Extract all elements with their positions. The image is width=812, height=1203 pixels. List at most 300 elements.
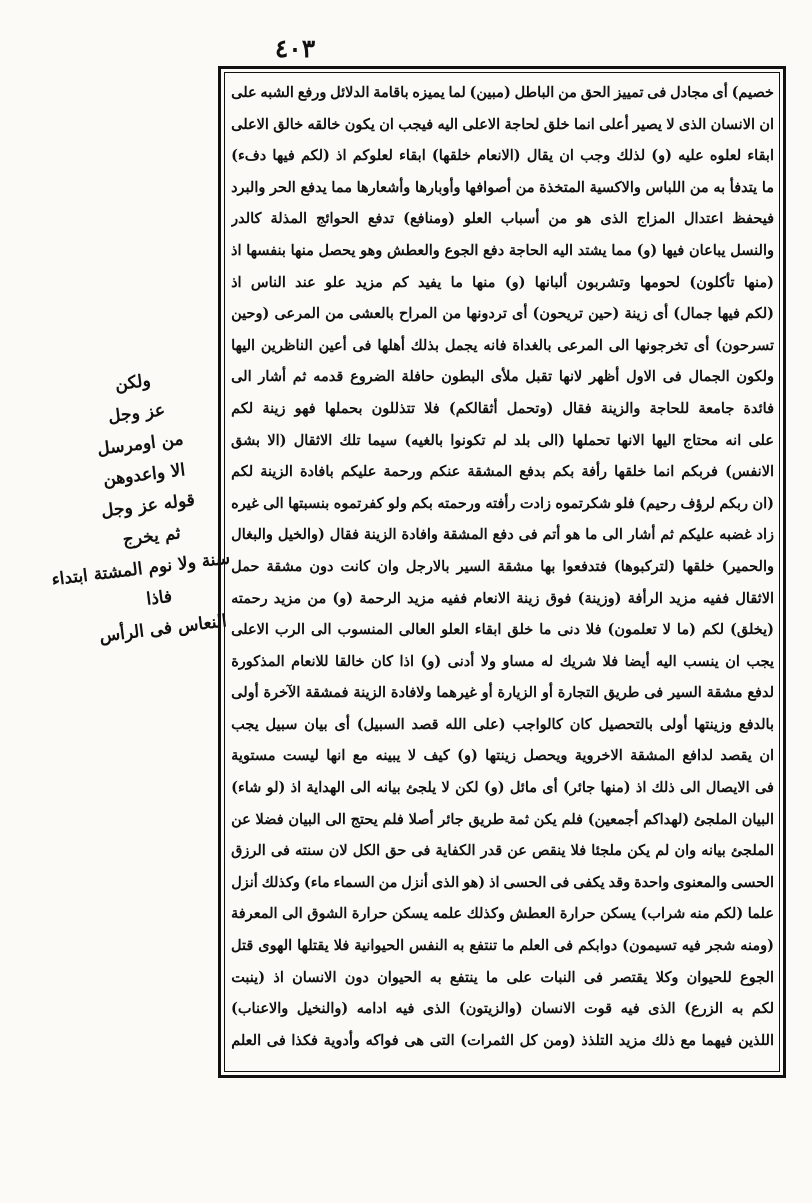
word: به	[452, 937, 465, 955]
word: الملجئ	[693, 810, 738, 828]
word: ما	[486, 968, 499, 986]
word: غضبه	[719, 526, 752, 544]
word: المشقة	[442, 526, 488, 544]
word: اذ	[231, 273, 242, 291]
text-line	[231, 709, 774, 741]
word: هو	[565, 526, 581, 544]
word: وزينتها	[694, 715, 733, 733]
word: له	[541, 652, 554, 670]
word: محتاج	[682, 431, 719, 449]
word: تنتفع	[469, 937, 498, 955]
word: ليست	[282, 747, 319, 765]
word: مزيد	[355, 273, 383, 291]
word: لكم	[701, 621, 725, 639]
word: كانت	[340, 557, 371, 575]
word: ينتفع	[449, 968, 478, 986]
word: الاثقال	[735, 589, 774, 607]
word: اذ	[336, 147, 347, 165]
text-line	[231, 519, 774, 551]
word: المنسوب	[337, 621, 393, 639]
word: فى	[662, 368, 682, 386]
text-line	[231, 930, 774, 962]
word: المشقة	[467, 463, 513, 481]
word: ثم	[660, 526, 674, 544]
margin-note-line: من اومرسل	[96, 429, 185, 460]
word: والبرد	[231, 178, 266, 196]
word: الانعام	[473, 589, 511, 607]
word: الى	[263, 494, 284, 512]
word: الله	[445, 715, 467, 733]
word: فيه	[395, 1000, 415, 1018]
word: مع	[352, 747, 369, 765]
word: كل	[519, 1031, 538, 1049]
word: خلق	[507, 621, 534, 639]
word: زينة	[624, 305, 648, 323]
word: البيان	[288, 810, 321, 828]
word: (وزينة)	[577, 589, 622, 607]
word: اللذين	[738, 1031, 774, 1049]
word: عليه	[678, 147, 704, 165]
word: ما	[585, 526, 598, 544]
word: السماء	[333, 873, 375, 891]
word: يصير	[633, 115, 663, 133]
word: (و)	[651, 147, 673, 165]
word: المرعى	[557, 336, 603, 354]
word: ولكون	[736, 368, 774, 386]
word: الانسان	[710, 115, 755, 133]
word: المشقة	[630, 747, 675, 765]
word: بالعشى	[349, 305, 394, 323]
word: يكن	[627, 842, 651, 860]
margin-note-line: سنة ولا نوم المشتة ابتداء	[50, 548, 232, 591]
word: انما	[653, 463, 675, 481]
word: من	[442, 305, 462, 323]
word: يقصد	[720, 747, 752, 765]
word: العلم	[231, 1031, 262, 1049]
word: (منها	[743, 273, 774, 291]
word: لرؤف	[680, 494, 715, 512]
text-line	[231, 172, 774, 204]
word: الكل	[352, 842, 381, 860]
word: فيه	[681, 937, 701, 955]
word: فتدفعوا	[562, 557, 607, 575]
word: الى	[680, 779, 701, 797]
word: خلقها)	[431, 147, 471, 165]
word: ذلك	[651, 1031, 675, 1049]
word: فيها	[661, 241, 685, 259]
word: لكم	[231, 463, 254, 481]
word: أنزل	[401, 873, 428, 891]
word: بها	[540, 557, 556, 575]
word: يكن	[533, 810, 557, 828]
word: الذى	[600, 210, 628, 228]
word: به	[429, 968, 442, 986]
word: رحيم)	[639, 494, 677, 512]
word: بلد	[513, 431, 531, 449]
word: فوق	[545, 589, 572, 607]
word: لذلك	[616, 147, 646, 165]
word: يسكن	[599, 905, 636, 923]
word: والاعناب)	[231, 1000, 289, 1018]
word: بالتحصيل	[598, 715, 654, 733]
word: بالغداة	[512, 336, 552, 354]
text-line	[231, 488, 774, 520]
word: (وحين	[231, 305, 270, 323]
word: يكون	[344, 115, 375, 133]
word: منها	[290, 241, 314, 259]
word: لا	[666, 115, 675, 133]
word: العطش	[509, 905, 556, 923]
word: الى	[608, 336, 630, 354]
word: الزينة	[260, 463, 293, 481]
word: بالارجل	[405, 557, 450, 575]
word: (و)	[332, 589, 354, 607]
text-line	[231, 993, 774, 1025]
word: ففيه	[702, 589, 730, 607]
word: اذ	[489, 873, 500, 891]
word: فيه	[620, 1000, 640, 1018]
word: كيف	[423, 747, 450, 765]
word: عند	[295, 273, 316, 291]
word: مشقة	[497, 557, 534, 575]
word: طريق	[603, 684, 640, 702]
text-line	[231, 804, 774, 836]
word: تريحون)	[532, 305, 583, 323]
word: ورحمته	[437, 494, 481, 512]
word: تأكلون)	[689, 273, 735, 291]
word: وقد	[608, 873, 631, 891]
word: بيانه	[376, 779, 401, 797]
word: الدلائل	[330, 84, 370, 101]
word: من	[689, 178, 709, 196]
word: الى	[310, 621, 332, 639]
word: فلا	[585, 621, 602, 639]
word: (يخلق)	[729, 621, 774, 639]
word: قصد	[411, 715, 439, 733]
word: تكونوا	[450, 431, 486, 449]
word: أثقالكم)	[448, 399, 498, 417]
word: لحومها	[639, 273, 681, 291]
word: ملأى	[490, 368, 519, 386]
margin-note-line: فاذا	[145, 586, 174, 610]
word: من	[548, 210, 568, 228]
word: زينة	[516, 589, 540, 607]
word: (ينبت	[231, 968, 266, 986]
word: شريك	[559, 652, 597, 670]
word: لانها	[558, 368, 583, 386]
word: ربكم	[719, 494, 749, 512]
word: خالقا	[335, 652, 365, 670]
text-line	[231, 867, 774, 899]
word: دون	[344, 968, 369, 986]
word: ان	[725, 652, 740, 670]
word: واحدة	[634, 873, 670, 891]
word: بكم	[552, 463, 575, 481]
word: ماء)	[303, 873, 330, 891]
word: (الى	[537, 431, 566, 449]
word: اليه	[552, 241, 574, 259]
word: الجمال	[688, 368, 730, 386]
word: والحمير)	[721, 557, 774, 575]
word: ورحمة	[383, 463, 423, 481]
text-line	[231, 614, 774, 646]
word: زينتها	[485, 747, 517, 765]
word: تلك	[339, 431, 361, 449]
main-text	[231, 77, 774, 1067]
word: ان	[759, 115, 774, 133]
word: الضروع	[350, 368, 395, 386]
word: ما	[450, 273, 463, 291]
word: (لو	[266, 779, 286, 797]
word: وأشعارها	[356, 178, 411, 196]
word: لعلوه	[709, 147, 742, 165]
word: علما	[747, 905, 774, 923]
margin-note-line: قوله عز وجل	[99, 490, 196, 522]
word: فمشقة	[305, 684, 349, 702]
word: لان	[328, 842, 348, 860]
word: مجادل	[670, 84, 709, 101]
word: فى	[754, 779, 774, 797]
word: يقال	[526, 147, 554, 165]
word: يحصل	[318, 241, 356, 259]
margin-note-line: الا واعدوهن	[102, 460, 187, 491]
word: أى	[652, 305, 669, 323]
word: أيضا	[624, 652, 650, 670]
word: أتم	[542, 526, 561, 544]
word: الرحمة	[359, 589, 401, 607]
word: غيرهما	[436, 684, 477, 702]
word: فى	[411, 842, 431, 860]
word: ابقاء	[747, 147, 774, 165]
word: وأدوية	[323, 1031, 360, 1049]
word: لم	[655, 842, 670, 860]
word: مستوية	[231, 747, 276, 765]
word: السبيل)	[356, 715, 405, 733]
word: يجب	[746, 652, 774, 670]
word: يدفع	[300, 178, 327, 196]
word: اذ	[273, 968, 284, 986]
word: يحتج	[350, 810, 378, 828]
word: تسيمون)	[622, 937, 677, 955]
word: الزينة	[353, 684, 387, 702]
word: المذلة	[270, 210, 308, 228]
word: جامعة	[698, 399, 735, 417]
word: يباعان	[689, 241, 726, 259]
word: (والنخيل	[296, 1000, 349, 1018]
word: الاعلى	[462, 115, 501, 133]
word: فيحفظ	[732, 210, 774, 228]
word: جائر)	[562, 779, 596, 797]
word: زادت	[519, 494, 551, 512]
word: الناظرين	[260, 336, 313, 354]
word: العلم	[519, 937, 550, 955]
text-line	[231, 425, 774, 457]
word: الى	[325, 810, 346, 828]
word: اليها	[231, 336, 256, 354]
word: ملجئا	[591, 842, 623, 860]
word: فى	[554, 937, 574, 955]
word: (منها	[600, 779, 631, 797]
word: اليه	[437, 115, 459, 133]
word: تخرجونها	[635, 336, 689, 354]
word: أشار	[258, 368, 287, 386]
word: (لتركبوها)	[613, 557, 676, 575]
word: ان	[759, 747, 774, 765]
word: بيانه	[701, 842, 726, 860]
word: الحسى	[503, 873, 547, 891]
word: عنكم	[429, 463, 461, 481]
word: جمال)	[673, 305, 713, 323]
word: فقال	[329, 526, 360, 544]
word: أى	[693, 336, 710, 354]
word: البيان	[741, 810, 774, 828]
word: فلم	[561, 810, 583, 828]
word: يتدفأ	[729, 178, 758, 196]
text-line	[231, 551, 774, 583]
word: ينسب	[683, 652, 719, 670]
word: فلا	[424, 399, 440, 417]
word: حمل	[231, 557, 260, 575]
word: فكذا	[291, 1031, 318, 1049]
word: قوت	[583, 1000, 613, 1018]
word: فلا	[602, 652, 619, 670]
word: ولو	[387, 494, 407, 512]
word: مساو	[502, 652, 535, 670]
word: ما	[761, 178, 774, 196]
word: لحاجة	[504, 115, 540, 133]
word: مع	[680, 1031, 697, 1049]
word: الزيارة	[497, 684, 537, 702]
word: البطون	[441, 368, 485, 386]
word: طريق	[468, 810, 505, 828]
word: (و)	[420, 652, 442, 670]
word: والبغال	[231, 526, 273, 544]
word: كالدر	[231, 210, 262, 228]
word: فلا	[570, 842, 587, 860]
word: شراب)	[640, 905, 686, 923]
word: الانسان	[292, 968, 337, 986]
word: قدر	[480, 842, 503, 860]
word: التى	[429, 1031, 455, 1049]
word: لدافع	[682, 747, 714, 765]
word: والزينة	[600, 399, 641, 417]
word: لا	[407, 747, 417, 765]
word: لكم	[231, 399, 254, 417]
word: غيره	[231, 494, 259, 512]
word: ففيه	[440, 589, 468, 607]
word: تردونها	[466, 305, 507, 323]
word: (ان	[752, 494, 774, 512]
word: الكفاية	[435, 842, 476, 860]
word: فانه	[483, 336, 507, 354]
word: يلجئ	[405, 779, 437, 797]
word: فلا	[333, 937, 350, 955]
word: الاعلى	[231, 621, 269, 639]
word: والمعنوى	[673, 873, 728, 891]
text-line	[231, 962, 774, 994]
word: وان	[377, 557, 399, 575]
word: أولى	[659, 715, 688, 733]
word: العلو	[464, 210, 492, 228]
word: من	[515, 178, 535, 196]
word: أسباب	[500, 210, 540, 228]
text-line	[231, 835, 774, 867]
word: انها	[326, 747, 346, 765]
word: فيجب	[398, 115, 434, 133]
text-line	[231, 267, 774, 299]
word: أدنى	[447, 652, 475, 670]
word: فيهما	[701, 1031, 733, 1049]
word: كالواجب	[512, 715, 563, 733]
word: أجمعين)	[587, 810, 639, 828]
word: حرارة	[559, 905, 596, 923]
word: وافادة	[401, 526, 438, 544]
word: السير	[668, 684, 702, 702]
text-line	[231, 140, 774, 172]
word: (مبين)	[469, 84, 511, 101]
word: زاد	[756, 526, 774, 544]
word: الناس	[250, 273, 286, 291]
word: بكم	[411, 494, 433, 512]
word: قتل	[231, 937, 254, 955]
margin-note-line: عز وجل	[107, 400, 167, 428]
word: وكذلك	[466, 905, 505, 923]
word: للحيوان	[686, 968, 732, 986]
word: رأفة	[581, 463, 608, 481]
word: مزيد	[407, 589, 435, 607]
word: لكن	[455, 779, 479, 797]
text-line	[231, 1025, 774, 1057]
word: الى	[602, 526, 623, 544]
word: ما	[502, 937, 515, 955]
word: (لكم	[745, 305, 774, 323]
word: والنسل	[730, 241, 774, 259]
word: هى	[404, 1031, 425, 1049]
word: انما	[573, 115, 595, 133]
word: (لكم	[300, 147, 330, 165]
word: بيان	[304, 715, 328, 733]
word: زينة	[262, 399, 286, 417]
word: أصوافها	[465, 178, 512, 196]
word: الثمرات)	[460, 1031, 514, 1049]
word: (الا	[267, 431, 287, 449]
word: الرب	[274, 621, 305, 639]
margin-note-line: ثم يخرج	[121, 523, 182, 551]
word: دنى	[557, 621, 580, 639]
word: تعلمون)	[607, 621, 657, 639]
word: الاول	[626, 368, 656, 386]
word: الحوائج	[316, 210, 359, 228]
word: الانها	[617, 431, 645, 449]
margin-note-line: ولكن	[113, 370, 152, 395]
word: فائدة	[743, 399, 774, 417]
word: اللباس	[645, 178, 686, 196]
word: ولا	[480, 652, 496, 670]
word: تحملها	[572, 431, 610, 449]
word: من	[325, 305, 344, 323]
word: (الانعام	[477, 147, 521, 165]
word: (والزيتون)	[458, 1000, 523, 1018]
word: الذى	[431, 873, 460, 891]
word: سبيل	[265, 715, 298, 733]
text-line	[231, 646, 774, 678]
word: دون	[309, 557, 334, 575]
word: شاء)	[231, 779, 262, 797]
word: النبات	[540, 968, 576, 986]
word: من	[558, 84, 577, 101]
word: تسرحون)	[715, 336, 774, 354]
word: (ما	[676, 621, 696, 639]
